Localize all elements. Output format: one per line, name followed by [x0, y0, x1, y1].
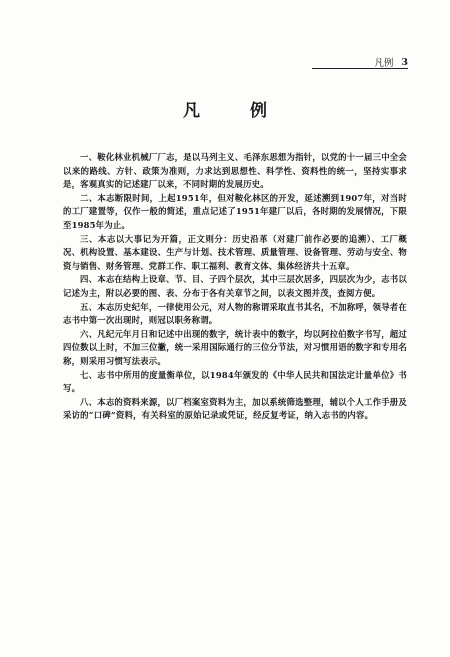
- paragraph-2: 二、本志断限时间，上起1951年，但对鞍化林区的开发，延述溯到1907年，对当时的工厂建置等，仅作一般的简述，重点记述了1951年建厂以后，各时期的发展情况，下限至1985年为止。: [63, 192, 407, 230]
- paragraph-4: 四、本志在结构上设章、节、目、子四个层次，其中三层次居多，四层次为少，志书以记述为主，附以必要的图、表、分布于各有关章节之间，以表文图并茂，查阅方便。: [63, 274, 407, 298]
- paragraph-3: 三、本志以大事记为开篇，正文则分：历史沿革（对建厂前作必要的追溯）、工厂概况、机构设置、基本建设、生产与计划、技术管理、质量管理、设备管理、劳动与安全、物资与销售、财务管理、党群工作、职工福利、教育文体、集体经济共十五章。: [63, 233, 407, 271]
- paragraph-8: 八、本志的资料来源，以厂档案室资料为主，加以系统筛选整理，辅以个人工作手册及采访的“口碑”资料，有关科室的原始记录或凭证，经反复考证，纳入志书的内容。: [63, 396, 407, 421]
- paragraph-7: 七、志书中所用的度量衡单位，以1984年颁发的《中华人民共和国法定计量单位》书写。: [63, 369, 407, 394]
- running-header-title: 凡例: [374, 58, 394, 69]
- paragraph-6: 六、凡纪元年月日和记述中出现的数字，统计表中的数字，均以阿拉伯数字书写，超过四位数以上时，不加三位撇，统一采用国际通行的三位分节法，对习惯用语的数字和专用名称，则采用习惯写法表示。: [63, 328, 407, 366]
- header-rule: [312, 68, 408, 69]
- body-text: [63, 151, 407, 423]
- paragraph-1: 一、鞍化林业机械厂厂志，是以马列主义、毛泽东思想为指针，以党的十一届三中全会以来的路线、方针、政策为准则，力求达到思想性、科学性、资料性的统一，坚持实事求是，客观真实的记述建厂以来，不同时期的发展历史。: [63, 152, 407, 190]
- paragraph-5: 五、本志历史纪年，一律使用公元，对人物的称谓采取直书其名，不加称呼，领导者在志书中第一次出现时，则冠以职务称谓。: [63, 301, 407, 326]
- page-title: 凡 例: [183, 101, 289, 121]
- page-number: 3: [401, 56, 408, 68]
- running-header: [312, 56, 408, 68]
